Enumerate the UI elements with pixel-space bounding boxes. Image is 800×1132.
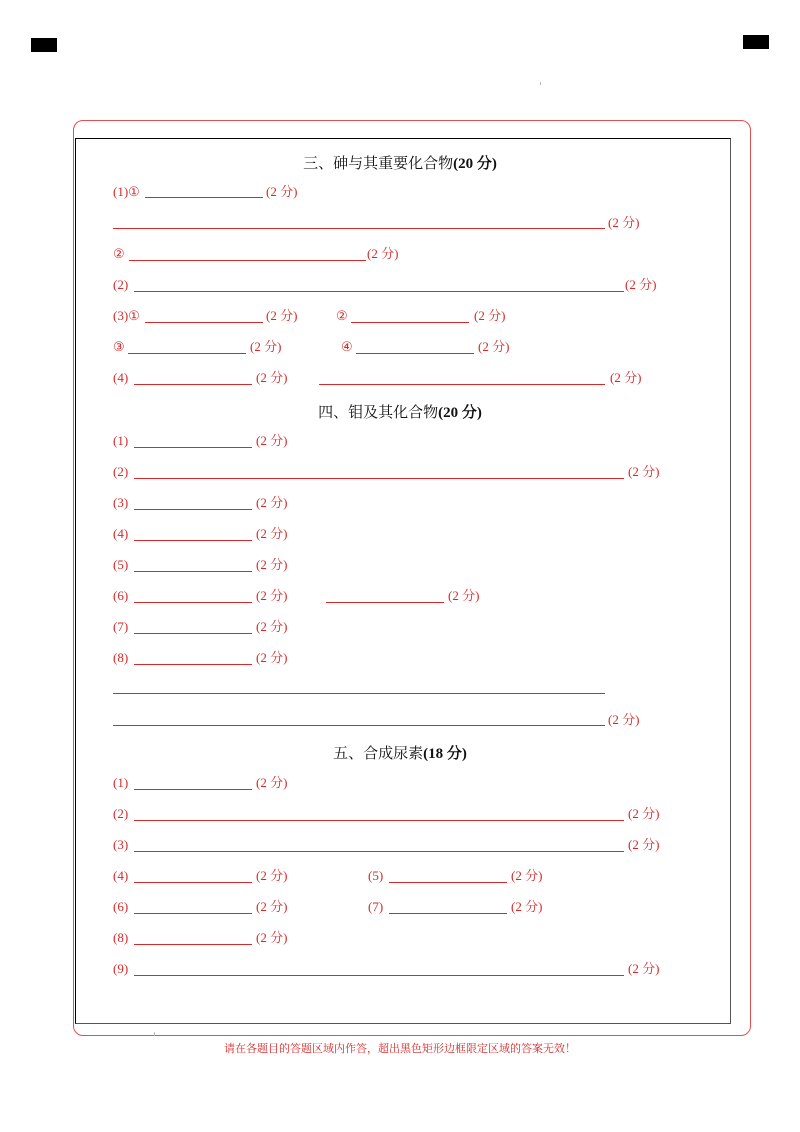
score-label: (2 分) [511, 899, 543, 914]
score-label: (2 分) [256, 526, 288, 541]
question-label: (3) [113, 837, 129, 852]
alignment-marker-right [743, 35, 769, 49]
answer-blank[interactable] [134, 509, 252, 510]
score-label: (2 分) [628, 464, 660, 479]
answer-blank[interactable] [134, 540, 252, 541]
score-label: (2 分) [256, 433, 288, 448]
answer-blank[interactable] [389, 882, 507, 883]
question-label: ④ [341, 339, 353, 354]
question-label: (2) [113, 277, 129, 292]
answer-blank[interactable] [134, 384, 252, 385]
answer-blank[interactable] [134, 447, 252, 448]
question-label: (1)① [113, 184, 140, 199]
question-label: (9) [113, 961, 129, 976]
score-label: (2 分) [628, 806, 660, 821]
answer-blank[interactable] [134, 602, 252, 603]
scan-mark [154, 1032, 155, 1036]
score-label: (2 分) [256, 930, 288, 945]
answer-blank[interactable] [134, 633, 252, 634]
score-label: (2 分) [608, 712, 640, 727]
answer-blank[interactable] [145, 197, 263, 198]
score-label: (2 分) [256, 899, 288, 914]
score-label: (2 分) [474, 308, 506, 323]
answer-blank[interactable] [113, 725, 605, 726]
score-label: (2 分) [266, 184, 298, 199]
score-label: (2 分) [511, 868, 543, 883]
question-label: (5) [113, 557, 129, 572]
score-label: (2 分) [256, 495, 288, 510]
score-label: (2 分) [256, 775, 288, 790]
question-label: (6) [113, 588, 129, 603]
question-label: (1) [113, 775, 129, 790]
question-label: (1) [113, 433, 129, 448]
section-5-title: 五、合成尿素(18 分) [333, 746, 467, 762]
question-label: (8) [113, 930, 129, 945]
question-label: (4) [113, 526, 129, 541]
footer-notice: 请在各题目的答题区域内作答，超出黑色矩形边框限定区域的答案无效！ [224, 1043, 576, 1055]
alignment-marker-left [31, 38, 57, 52]
question-label: ③ [113, 339, 125, 354]
answer-area-border [75, 138, 731, 1024]
answer-blank[interactable] [134, 882, 252, 883]
question-label: (7) [113, 619, 129, 634]
score-label: (2 分) [256, 370, 288, 385]
answer-blank[interactable] [389, 913, 507, 914]
answer-blank[interactable] [129, 260, 366, 261]
score-label: (2 分) [256, 588, 288, 603]
score-label: (2 分) [628, 837, 660, 852]
score-label: (2 分) [625, 277, 657, 292]
scan-mark [540, 82, 541, 85]
score-label: (2 分) [367, 246, 399, 261]
question-label: (3) [113, 495, 129, 510]
answer-blank[interactable] [319, 384, 605, 385]
question-label: (8) [113, 650, 129, 665]
answer-blank[interactable] [113, 693, 605, 694]
section-4-title: 四、钼及其化合物(20 分) [318, 405, 482, 421]
answer-blank[interactable] [356, 353, 474, 354]
answer-blank[interactable] [134, 664, 252, 665]
answer-blank[interactable] [128, 353, 246, 354]
score-label: (2 分) [256, 650, 288, 665]
answer-blank[interactable] [145, 322, 263, 323]
score-label: (2 分) [266, 308, 298, 323]
question-label: ② [113, 246, 125, 261]
question-label: (4) [113, 370, 129, 385]
score-label: (2 分) [608, 215, 640, 230]
answer-blank[interactable] [351, 322, 469, 323]
question-label: (2) [113, 806, 129, 821]
answer-blank[interactable] [134, 478, 624, 479]
score-label: (2 分) [610, 370, 642, 385]
score-label: (2 分) [448, 588, 480, 603]
answer-blank[interactable] [134, 571, 252, 572]
question-label: (4) [113, 868, 129, 883]
score-label: (2 分) [256, 557, 288, 572]
answer-blank[interactable] [134, 851, 624, 852]
answer-blank[interactable] [134, 789, 252, 790]
answer-blank[interactable] [113, 228, 605, 229]
question-label: (5) [368, 868, 384, 883]
score-label: (2 分) [250, 339, 282, 354]
question-label: (6) [113, 899, 129, 914]
question-label: (3)① [113, 308, 140, 323]
score-label: (2 分) [256, 619, 288, 634]
answer-blank[interactable] [134, 820, 624, 821]
score-label: (2 分) [478, 339, 510, 354]
answer-blank[interactable] [326, 602, 444, 603]
answer-blank[interactable] [134, 913, 252, 914]
question-label: (2) [113, 464, 129, 479]
score-label: (2 分) [628, 961, 660, 976]
question-label: ② [336, 308, 348, 323]
answer-blank[interactable] [134, 291, 624, 292]
score-label: (2 分) [256, 868, 288, 883]
answer-blank[interactable] [134, 944, 252, 945]
question-label: (7) [368, 899, 384, 914]
answer-blank[interactable] [134, 975, 624, 976]
section-3-title: 三、砷与其重要化合物(20 分) [303, 156, 497, 172]
